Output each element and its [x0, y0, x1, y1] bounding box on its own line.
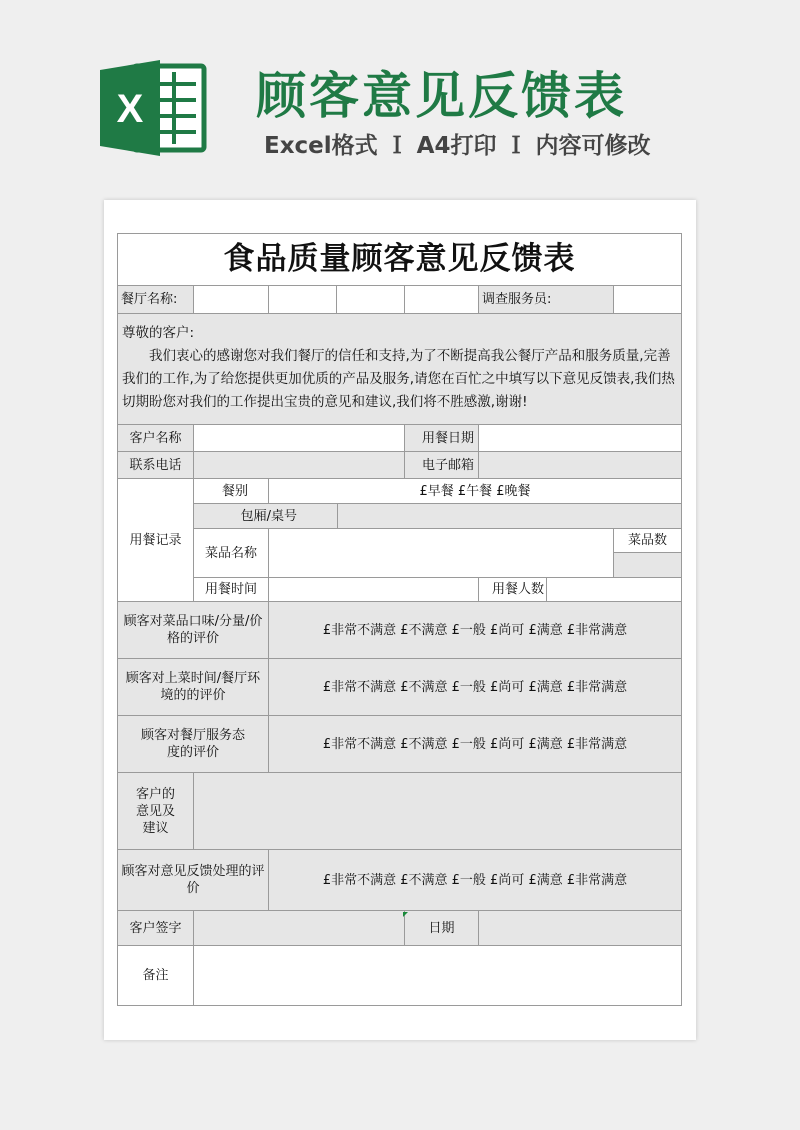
- date-field[interactable]: [478, 910, 682, 946]
- form-title: 食品质量顾客意见反馈表: [117, 233, 682, 286]
- rating-options-service[interactable]: £非常不满意 £不满意 £一般 £尚可 £满意 £非常满意: [268, 715, 682, 773]
- rating-label-serving-time: 顾客对上菜时间/餐厅环境的的评价: [117, 658, 269, 716]
- rating-options-serving-time[interactable]: £非常不满意 £不满意 £一般 £尚可 £满意 £非常满意: [268, 658, 682, 716]
- svg-text:X: X: [116, 87, 144, 131]
- email-label: 电子邮箱: [404, 451, 479, 479]
- intro-greeting: 尊敬的客户:: [122, 325, 195, 341]
- suggestions-field[interactable]: [193, 772, 682, 850]
- phone-label: 联系电话: [117, 451, 194, 479]
- remarks-label: 备注: [117, 945, 194, 1006]
- rating-options-feedback[interactable]: £非常不满意 £不满意 £一般 £尚可 £满意 £非常满意: [268, 849, 682, 911]
- rating-label-taste: 顾客对菜品口味/分量/价格的评价: [117, 601, 269, 659]
- room-label: 包厢/桌号: [193, 503, 338, 529]
- dish-name-field[interactable]: [268, 528, 614, 578]
- surveyor-field[interactable]: [613, 285, 682, 314]
- dining-time-field[interactable]: [268, 577, 479, 602]
- excel-icon: [96, 58, 208, 158]
- restaurant-name-label: 餐厅名称:: [117, 285, 194, 314]
- signature-field[interactable]: [193, 910, 405, 946]
- phone-field[interactable]: [193, 451, 405, 479]
- remarks-field[interactable]: [193, 945, 682, 1006]
- customer-name-label: 客户名称: [117, 424, 194, 452]
- restaurant-name-cell-3[interactable]: [336, 285, 405, 314]
- diners-count-label: 用餐人数: [478, 577, 547, 602]
- room-field[interactable]: [337, 503, 682, 529]
- dining-date-field[interactable]: [478, 424, 682, 452]
- cell-comment-marker: [403, 912, 408, 917]
- banner-title: 顾客意见反馈表: [256, 67, 627, 125]
- banner-subtitle: Excel格式 Ｉ A4打印 Ｉ 内容可修改: [264, 133, 651, 159]
- diners-count-field[interactable]: [546, 577, 682, 602]
- rating-label-feedback: 顾客对意见反馈处理的评价: [117, 849, 269, 911]
- intro-block: [117, 313, 682, 425]
- date-label: 日期: [404, 910, 479, 946]
- customer-name-field[interactable]: [193, 424, 405, 452]
- feedback-form: [117, 233, 682, 1006]
- restaurant-name-cell-2[interactable]: [268, 285, 337, 314]
- dining-record-label: 用餐记录: [117, 478, 194, 602]
- signature-label: 客户签字: [117, 910, 194, 946]
- dish-count-field[interactable]: [613, 552, 682, 578]
- dining-date-label: 用餐日期: [404, 424, 479, 452]
- rating-label-service: 顾客对餐厅服务态度的评价: [117, 715, 269, 773]
- rating-options-taste[interactable]: £非常不满意 £不满意 £一般 £尚可 £满意 £非常满意: [268, 601, 682, 659]
- intro-body: 我们衷心的感谢您对我们餐厅的信任和支持,为了不断提高我公餐厅产品和服务质量,完善我们的工作,为了给您提供更加优质的产品及服务,请您在百忙之中填写以下意见反馈表,我们热切期盼您对我们的工作提出宝贵的意见和建议,我们将不胜感激,谢谢!: [122, 348, 675, 410]
- email-field[interactable]: [478, 451, 682, 479]
- banner: [0, 0, 800, 190]
- dish-count-label: 菜品数: [613, 528, 682, 553]
- meal-type-options[interactable]: £早餐 £午餐 £晚餐: [268, 478, 682, 504]
- restaurant-name-cell-4[interactable]: [404, 285, 479, 314]
- surveyor-label: 调查服务员:: [478, 285, 614, 314]
- restaurant-name-cell-1[interactable]: [193, 285, 269, 314]
- dining-time-label: 用餐时间: [193, 577, 269, 602]
- suggestions-label: 客户的意见及建议: [117, 772, 194, 850]
- meal-type-label: 餐别: [193, 478, 269, 504]
- dish-name-label: 菜品名称: [193, 528, 269, 578]
